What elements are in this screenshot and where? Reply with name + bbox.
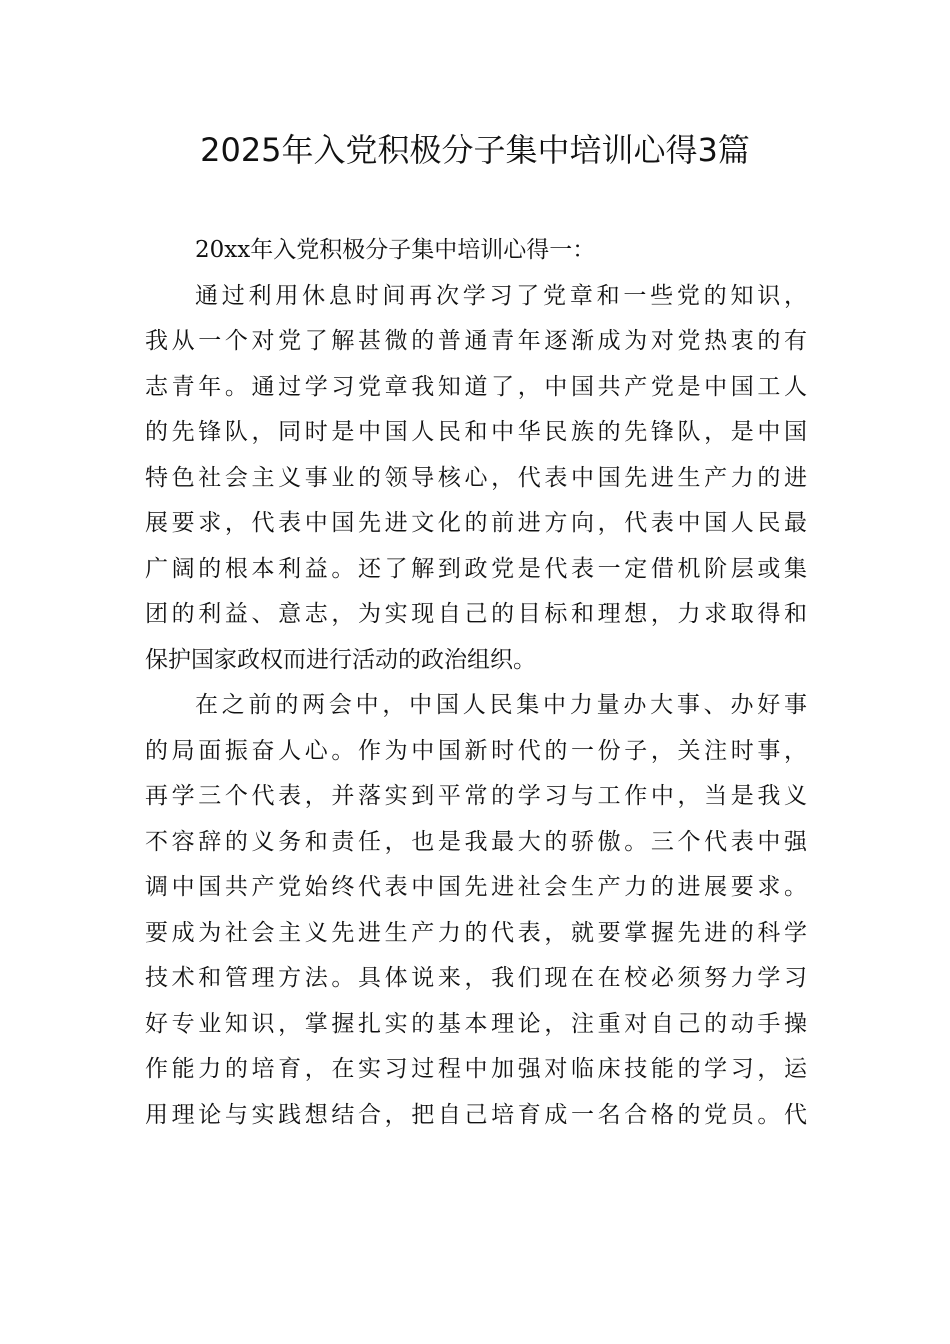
paragraph-line: 保护国家政权而进行活动的政治组织。	[145, 646, 536, 673]
paragraph-line: 不容辞的义务和责任，也是我最大的骄傲。三个代表中强	[145, 828, 807, 855]
paragraph-line: 技术和管理方法。具体说来，我们现在在校必须努力学习	[145, 965, 807, 991]
paragraph-line: 我从一个对党了解甚微的普通青年逐渐成为对党热衷的有	[145, 328, 807, 354]
paragraph-line: 要成为社会主义先进生产力的代表，就要掌握先进的科学	[145, 919, 807, 946]
paragraph-line: 特色社会主义事业的领导核心，代表中国先进生产力的进	[145, 464, 807, 491]
paragraph-line: 用理论与实践想结合，把自己培育成一名合格的党员。代	[145, 1101, 807, 1128]
paragraph-line: 好专业知识，掌握扎实的基本理论，注重对自己的动手操	[145, 1010, 807, 1037]
paragraph-line: 广阔的根本利益。还了解到政党是代表一定借机阶层或集	[145, 555, 807, 582]
paragraph-line: 展要求，代表中国先进文化的前进方向，代表中国人民最	[145, 510, 807, 536]
paragraph-line: 通过利用休息时间再次学习了党章和一些党的知识，	[195, 282, 807, 309]
paragraph-1	[145, 274, 807, 684]
paragraph-line: 调中国共产党始终代表中国先进社会生产力的进展要求。	[145, 874, 807, 900]
document-title: 2025年入党积极分子集中培训心得3篇	[200, 131, 750, 169]
paragraph-line: 再学三个代表，并落实到平常的学习与工作中，当是我义	[145, 783, 807, 809]
paragraph-line: 作能力的培育，在实习过程中加强对临床技能的学习，运	[145, 1056, 807, 1082]
paragraph-line: 团的利益、意志，为实现自己的目标和理想，力求取得和	[145, 601, 807, 627]
paragraph-line: 志青年。通过学习党章我知道了，中国共产党是中国工人	[145, 373, 807, 400]
paragraph-line: 的局面振奋人心。作为中国新时代的一份子，关注时事，	[145, 737, 807, 764]
paragraph-2	[145, 683, 807, 1138]
paragraph-line: 在之前的两会中，中国人民集中力量办大事、办好事	[195, 692, 807, 718]
document-body	[145, 228, 807, 1138]
section-heading: 20xx年入党积极分子集中培训心得一：	[195, 237, 596, 263]
paragraph-line: 的先锋队，同时是中国人民和中华民族的先锋队，是中国	[145, 419, 807, 445]
